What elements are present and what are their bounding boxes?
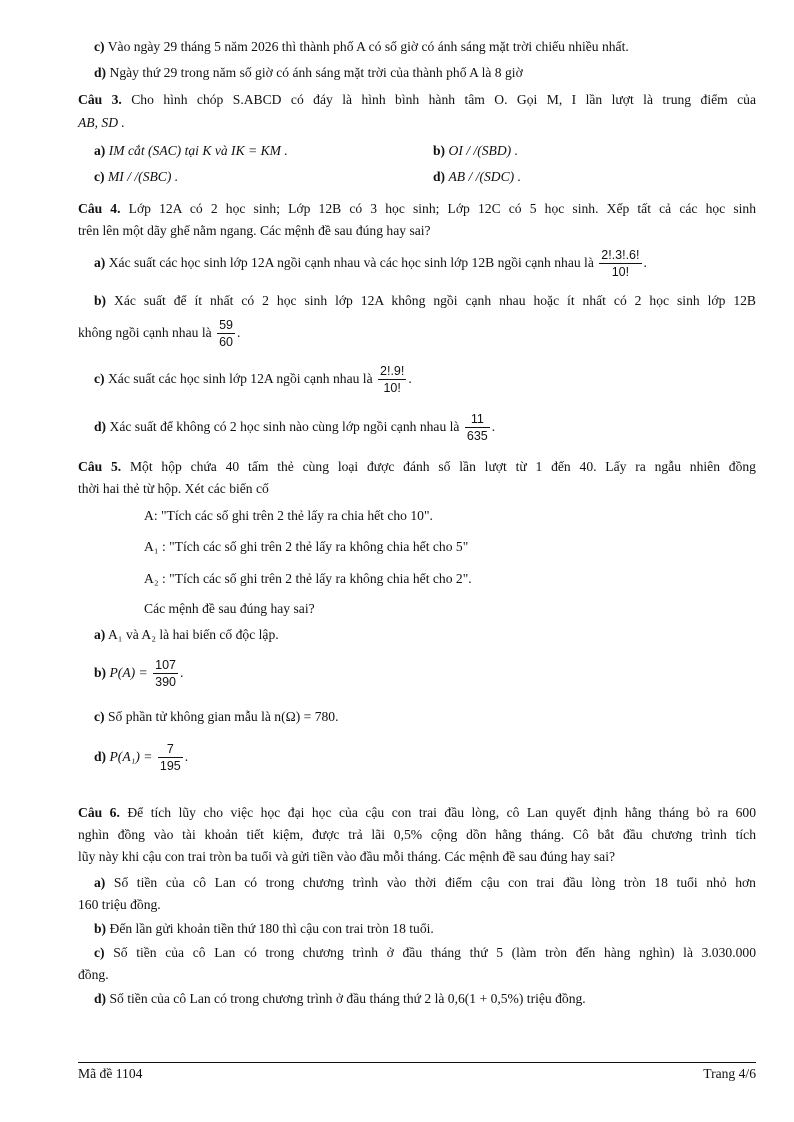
option-label: a) xyxy=(94,255,106,270)
option-label: c) xyxy=(94,945,105,960)
option-label: b) xyxy=(94,921,107,936)
option-text: Số phần tử không gian mẫu là n(Ω) = 780. xyxy=(107,709,339,724)
q6-option-c-line2: đồng. xyxy=(78,967,109,982)
option-text: Số tiền của cô Lan có trong chương trình ở đầu tháng thứ 5 (làm tròn đến hàng nghìn) là 3.030.000 xyxy=(113,945,756,960)
q4-option-c: c) Xác suất các học sinh lớp 12A ngồi cạnh nhau là $\frac{2!.9!}{10!}$ . xyxy=(94,364,412,396)
q4-stem-line1 xyxy=(78,200,756,218)
q5-option-d: d) P(A₁) = $\frac{7}{195}$ . xyxy=(94,742,189,774)
option-label: c) xyxy=(94,709,105,724)
q5-event-a2: A₂ : "Tích các số ghi trên 2 thẻ lấy ra không chia hết cho 2". xyxy=(144,571,472,586)
option-text: Xác suất các học sinh lớp 12A ngồi cạnh nhau và các học sinh lớp 12B ngồi cạnh nhau là xyxy=(108,255,594,270)
option-label: d) xyxy=(433,169,446,184)
fraction-denominator: 390 xyxy=(155,675,176,690)
fraction-denominator: 635 xyxy=(466,429,488,444)
fraction-denominator: 195 xyxy=(159,759,181,774)
q5-option-b: b) P(A) = $\frac{107}{390}$ . xyxy=(94,658,184,690)
q4-option-a: a) Xác suất các học sinh lớp 12A ngồi cạnh nhau và các học sinh lớp 12B ngồi cạnh nhau là $\frac{2!.3!.6!}{10!}$ . xyxy=(94,248,647,280)
fraction-denominator: 10! xyxy=(611,265,630,280)
option-label: a) xyxy=(94,627,106,642)
question-title: Câu 4. xyxy=(78,201,121,216)
option-label: b) xyxy=(94,665,107,680)
fraction-numerator: 59 xyxy=(219,318,233,333)
question-title: Câu 6. xyxy=(78,805,120,820)
q5-stem-line1 xyxy=(78,458,756,476)
fraction-denominator: 60 xyxy=(219,335,233,350)
q5-ask: Các mệnh đề sau đúng hay sai? xyxy=(144,601,315,616)
option-text: P(A₁) = xyxy=(109,749,153,764)
option-label: c) xyxy=(94,371,105,386)
q2-option-d xyxy=(94,64,523,82)
option-text: A₁ và A₂ là hai biến cố độc lập. xyxy=(107,627,279,642)
question-title: Câu 5. xyxy=(78,459,122,474)
option-label: d) xyxy=(94,749,107,764)
q6-option-a-line1 xyxy=(94,874,756,892)
option-text: IM cắt (SAC) tại K và IK = KM . xyxy=(108,143,288,158)
q5-stem-line2: thời hai thẻ từ hộp. Xét các biến cố xyxy=(78,481,269,496)
q4-option-d: d) Xác suất để không có 2 học sinh nào cùng lớp ngồi cạnh nhau là $\frac{11}{635}$ . xyxy=(94,412,496,444)
fraction-numerator: 7 xyxy=(158,741,183,758)
option-label: c) xyxy=(94,39,105,54)
option-text: OI / /(SBD) . xyxy=(448,143,518,158)
question-text: Cho hình chóp S.ABCD có đáy là hình bình hành tâm O. Gọi M, I lần lượt là trung điểm của xyxy=(131,92,756,107)
q6-stem-line1 xyxy=(78,804,756,822)
option-text: P(A) = xyxy=(109,665,148,680)
q5-option-a xyxy=(94,626,279,644)
option-text: Vào ngày 29 tháng 5 năm 2026 thì thành phố A có số giờ có ánh sáng mặt trời chiếu nhiều nhất. xyxy=(107,39,629,54)
fraction-numerator: 2!.9! xyxy=(380,364,405,379)
q5-event-a1: A₁ : "Tích các số ghi trên 2 thẻ lấy ra không chia hết cho 5" xyxy=(144,539,469,554)
option-text: Số tiền của cô Lan có trong chương trình ở đầu tháng thứ 2 là 0,6(1 + 0,5%) triệu đồng. xyxy=(109,991,586,1006)
q6-option-d xyxy=(94,990,586,1008)
option-label: d) xyxy=(94,65,107,80)
option-label: d) xyxy=(94,419,107,434)
exam-code: Mã đề 1104 xyxy=(78,1066,143,1081)
q4-option-b-line2: không ngồi cạnh nhau là $\frac{59}{60}$ . xyxy=(78,318,241,350)
q3-option-d xyxy=(433,168,521,186)
fraction-numerator: 107 xyxy=(155,658,176,673)
q3-option-b xyxy=(433,142,518,160)
question-title: Câu 3. xyxy=(78,92,122,107)
fraction-numerator: 2!.3!.6! xyxy=(601,248,640,263)
q3-stem-line2: AB, SD . xyxy=(78,115,125,130)
question-text: Một hộp chứa 40 tấm thẻ cùng loại được đánh số lần lượt từ 1 đến 40. Lấy ra ngẫu nhiên đồng xyxy=(129,459,756,474)
q2-option-c xyxy=(94,38,629,56)
q5-event-a: A: "Tích các số ghi trên 2 thẻ lấy ra chia hết cho 10". xyxy=(144,508,433,523)
fraction-numerator: 11 xyxy=(465,411,490,428)
q6-option-b xyxy=(94,920,434,938)
q6-stem-line2: nghìn đồng vào tài khoản tiết kiệm, được trả lãi 0,5% cộng dồn hằng tháng. Cô bắt đầu chương trình tích xyxy=(78,827,756,842)
option-label: a) xyxy=(94,875,106,890)
option-text: AB / /(SDC) . xyxy=(448,169,521,184)
fraction xyxy=(599,247,641,280)
page-number: Trang 4/6 xyxy=(703,1066,756,1081)
question-text: Lớp 12A có 2 học sinh; Lớp 12B có 3 học sinh; Lớp 12C có 5 học sinh. Xếp tất cả các học sinh xyxy=(128,201,756,216)
option-label: a) xyxy=(94,143,106,158)
fraction xyxy=(153,657,178,690)
option-label: c) xyxy=(94,169,105,184)
option-label: b) xyxy=(94,293,107,308)
option-label: b) xyxy=(433,143,446,158)
option-text: Xác suất để ít nhất có 2 học sinh lớp 12A không ngồi cạnh nhau hoặc ít nhất có 2 học sinh lớp 12B xyxy=(114,293,756,308)
q5-option-c xyxy=(94,708,339,726)
fraction xyxy=(465,411,490,444)
q6-option-a-line2: 160 triệu đồng. xyxy=(78,897,161,912)
q4-stem-line2: trên lên một dãy ghế nằm ngang. Các mệnh đề sau đúng hay sai? xyxy=(78,223,431,238)
option-text: Đến lần gửi khoản tiền thứ 180 thì cậu con trai tròn 18 tuổi. xyxy=(109,921,434,936)
q4-option-b-line1 xyxy=(94,292,756,310)
q6-option-c-line1 xyxy=(94,944,756,962)
option-text: Ngày thứ 29 trong năm số giờ có ánh sáng mặt trời của thành phố A là 8 giờ xyxy=(109,65,523,80)
option-text: Xác suất để không có 2 học sinh nào cùng lớp ngồi cạnh nhau là xyxy=(109,419,460,434)
exam-page xyxy=(78,0,756,1122)
fraction-denominator: 10! xyxy=(383,381,401,396)
fraction xyxy=(158,741,183,774)
option-label: d) xyxy=(94,991,107,1006)
question-text: Để tích lũy cho việc học đại học của cậu con trai đầu lòng, cô Lan quyết định hằng tháng bỏ ra 600 xyxy=(127,805,756,820)
option-text: không ngồi cạnh nhau là xyxy=(78,325,212,340)
option-text: MI / /(SBC) . xyxy=(107,169,179,184)
q3-stem-line1 xyxy=(78,91,756,109)
fraction xyxy=(378,363,406,396)
footer-divider xyxy=(78,1062,756,1063)
option-text: Số tiền của cô Lan có trong chương trình vào thời điểm cậu con trai đầu lòng tròn 18 tuổi nhỏ hơn xyxy=(113,875,756,890)
q3-option-c xyxy=(94,168,178,186)
option-text: Xác suất các học sinh lớp 12A ngồi cạnh nhau là xyxy=(107,371,373,386)
fraction xyxy=(217,317,235,350)
q6-stem-line3: lũy này khi cậu con trai tròn ba tuổi và gửi tiền vào đầu mỗi tháng. Các mệnh đề sau đúng hay sai? xyxy=(78,849,616,864)
q3-option-a xyxy=(94,142,288,160)
